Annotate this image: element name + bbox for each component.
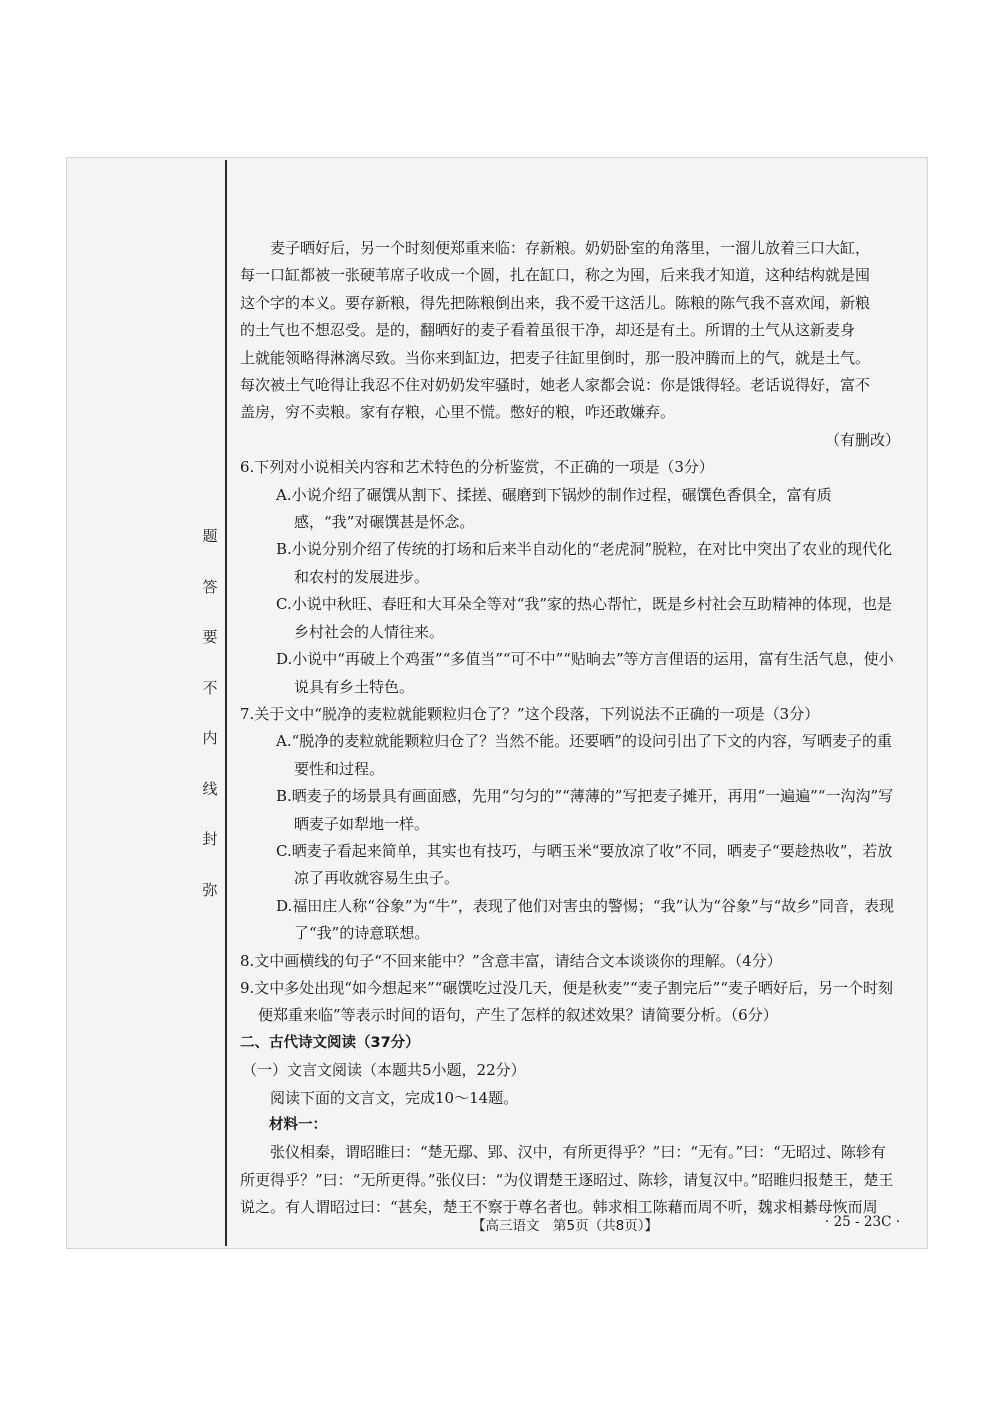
seal-char: 弥 (202, 880, 218, 899)
subsection-title: （一）文言文阅读（本题共5小题，22分） (242, 1061, 526, 1080)
passage-line: 这个字的本义。要存新粮，得先把陈粮倒出来，我不爱干这活儿。陈粮的陈气我不喜欢闻，新粮 (240, 293, 871, 312)
question-9: 9.文中多处出现“如今想起来”“碾馔吃过没几天，便是秋麦”“麦子割完后”“麦子晒好后，另一个时刻便郑重来临”等表示时间的语句，产生了怎样的叙述效果？请简要分析。（6分） (240, 978, 893, 1025)
question-stem: 6.下列对小说相关内容和艺术特色的分析鉴赏，不正确的一项是（3分） (240, 458, 714, 477)
option-c: C.晒麦子看起来简单，其实也有技巧，与晒玉米“要放凉了收”不同，晒麦子“要趁热收”，若放凉了再收就容易生虫子。 (276, 841, 893, 888)
option-d: D.小说中“再破上个鸡蛋”“多值当”“可不中”“贴晌去”等方言俚语的运用，富有生活气息，使小说具有乡土特色。 (276, 650, 894, 696)
page-number: 【高三语文 第5页（共8页）】 (472, 1218, 658, 1234)
passage-line: 每次被土气呛得让我忍不住对奶奶发牢骚时，她老人家都会说：你是饿得轻。老话说得好，富不 (240, 376, 871, 395)
seal-char: 题 (202, 527, 218, 545)
passage-line: 的土气也不想忍受。是的，翻晒好的麦子看着虽很干净，却还是有土。所谓的土气从这新麦身 (240, 321, 856, 340)
option-b: B.晒麦子的场景具有画面感，先用“匀匀的”“薄薄的”写把麦子摊开，再用“一遍遍”“一沟沟”写晒麦子如犁地一样。 (276, 787, 894, 833)
passage (240, 235, 900, 454)
passage-line: 盖房，穷不卖粮。家有存粮，心里不慌。憋好的粮，咋还敢嫌弃。 (240, 403, 676, 422)
passage-line: 麦子晒好后，另一个时刻便郑重来临：存新粮。奶奶卧室的角落里，一溜儿放着三口大缸， (270, 239, 871, 257)
seal-char: 线 (202, 779, 218, 798)
source-note: （有删改） (824, 430, 900, 449)
seal-char: 内 (202, 729, 218, 748)
material-text: 张仪相秦，谓昭睢曰：“楚无鄢、郢、汉中，有所更得乎？”曰：“无有。”曰：“无昭过、陈轸有所更得乎？”曰：“无所更得。”张仪曰：“为仪谓楚王逐昭过、陈轸，请复汉中。”昭睢归报楚王，楚王说之。有人谓昭过曰：“甚矣，楚王不察于尊名者也。韩求相工陈藉而周不听，魏求相綦母恢而周 (240, 1143, 894, 1217)
page-content (240, 235, 900, 1222)
instruction: 阅读下面的文言文，完成10～14题。 (270, 1088, 519, 1107)
section-title: 二、古代诗文阅读（37分） (240, 1034, 420, 1051)
question-6 (240, 454, 900, 701)
option-a: A.“脱净的麦粒就能颗粒归仓了？当然不能。还要晒”的设问引出了下文的内容，写晒麦子的重要性和过程。 (276, 732, 892, 778)
option-d: D.福田庄人称“谷象”为“牛”，表现了他们对害虫的警惕；“我”认为“谷象”与“故乡”同音，表现了“我”的诗意联想。 (276, 896, 894, 943)
binding-line (225, 160, 227, 1246)
seal-char: 不 (202, 678, 218, 697)
page-footer (230, 1214, 900, 1234)
option-a: A.小说介绍了碾馔从割下、揉搓、碾磨到下锅炒的制作过程，碾馔色香俱全，富有质感，“我”对碾馔甚是怀念。 (276, 485, 832, 532)
seal-char: 答 (202, 577, 218, 596)
question-stem: 7.关于文中“脱净的麦粒就能颗粒归仓了？”这个段落，下列说法不正确的一项是（3分） (240, 704, 820, 723)
exam-code: · 25 - 23C · (825, 1214, 900, 1230)
option-b: B.小说分别介绍了传统的打场和后来半自动化的“老虎洞”脱粒，在对比中突出了农业的现代化和农村的发展进步。 (276, 540, 893, 586)
question-7 (240, 701, 900, 948)
passage-line: 上就能领略得淋漓尽致。当你来到缸边，把麦子往缸里倒时，那一股冲腾而上的气，就是土气。 (240, 348, 871, 367)
question-8: 8.文中画横线的句子“不回来能中？”含意丰富，请结合文本谈谈你的理解。（4分） (240, 951, 782, 970)
passage-line: 每一口缸都被一张硬苇席子收成一个圆，扎在缸口，称之为囤，后来我才知道，这种结构就是囤 (240, 266, 871, 285)
option-c: C.小说中秋旺、春旺和大耳朵全等对“我”家的热心帮忙，既是乡村社会互助精神的体现，也是乡村社会的人情往来。 (276, 595, 893, 641)
seal-line-text (198, 528, 222, 898)
section-2 (240, 1030, 900, 1222)
seal-char: 要 (202, 628, 218, 647)
seal-char: 封 (202, 830, 218, 849)
material-label: 材料一： (269, 1117, 327, 1133)
